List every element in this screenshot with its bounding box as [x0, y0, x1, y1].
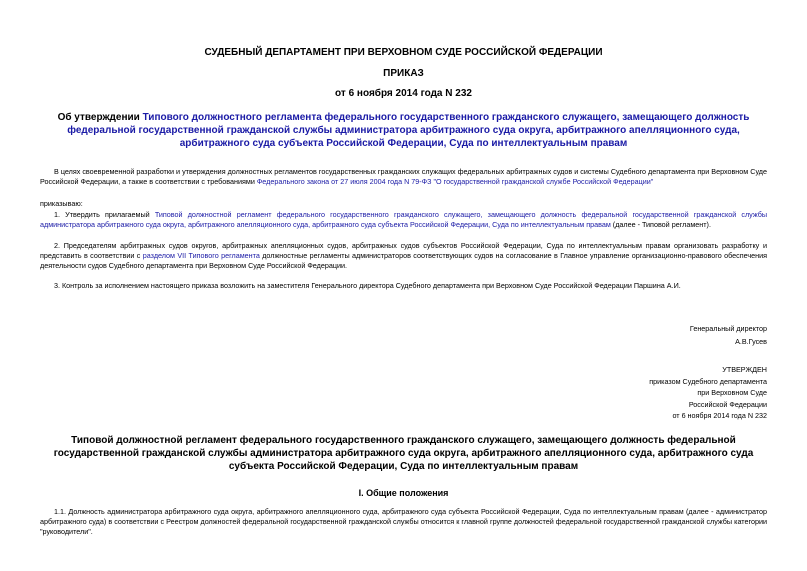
item-2-text: 2. Председателям арбитражных судов округов, арбитражных апелляционных судов, арбитражных судов субъектов Российской Федерации, Суда по интеллектуальным правам организовать разработку и представить в соответствии с	[40, 241, 767, 260]
signature-block	[467, 322, 767, 348]
doc-type: ПРИКАЗ	[383, 68, 424, 79]
section-1-paragraph-1: 1.1. Должность администратора арбитражного суда округа, арбитражного апелляционного суда, арбитражного суда субъекта Российской Федерации, Суда по интеллектуальным правам (далее - администратор арбитражного суда) в соответствии с Реестром должностей федеральной государственной гражданской службы относится к главной группе должностей федеральной государственной гражданской службы категории "руководители".	[40, 507, 767, 536]
item-3: 3. Контроль за исполнением настоящего приказа возложить на заместителя Генерального директора Судебного департамента при Верховном Суде Российской Федерации Паршина А.И.	[54, 281, 681, 290]
preamble-paragraph	[40, 167, 767, 187]
order-word: приказываю:	[40, 199, 83, 208]
signature-name: А.В.Гусев	[735, 337, 767, 346]
approval-line-4: Российской Федерации	[688, 399, 767, 409]
approval-line-3: при Верховном Суде	[697, 388, 767, 398]
item-1-text: 1. Утвердить прилагаемый	[54, 210, 155, 219]
order-title-prefix: Об утверждении	[57, 112, 143, 123]
preamble-text: В целях своевременной разработки и утверждения должностных регламентов государственных гражданских служащих федеральных арбитражных судов и системы Судебного департамента при Верховном Суде Российской Федерации, а также в соответствии с требованиями	[40, 167, 767, 186]
federal-law-link[interactable]: Федерального закона от 27 июля 2004 года N 79-ФЗ "О государственной гражданской службе Российской Федерации"	[256, 177, 654, 186]
approval-block	[467, 364, 767, 422]
approval-line-5: от 6 ноября 2014 года N 232	[672, 411, 767, 421]
typical-regulation-link[interactable]: Типовой должностной регламент федерального государственного гражданского служащего, замещающего должность федеральной государственной гражданской службы администратора арбитражного суда округа, арбитражного апелляционного суда, арбитражного суда субъекта Российской Федерации, Суда по интеллектуальным правам	[40, 210, 767, 229]
signature-position: Генеральный директор	[689, 324, 767, 333]
item-1	[40, 210, 767, 230]
approval-line-1: УТВЕРЖДЕН	[722, 365, 767, 374]
regulation-title: Типовой должностной регламент федерального государственного гражданского служащего, замещающего должность федеральной государственной гражданской службы администратора арбитражного суда округа, арбитражного апелляционного суда, арбитражного суда субъекта Российской Федерации, Суда по интеллектуальным правам	[53, 435, 754, 472]
section-1-heading: I. Общие положения	[358, 488, 449, 498]
org-header: СУДЕБНЫЙ ДЕПАРТАМЕНТ ПРИ ВЕРХОВНОМ СУДЕ РОССИЙСКОЙ ФЕДЕРАЦИИ	[204, 47, 603, 58]
approval-line-2: приказом Судебного департамента	[649, 376, 767, 386]
item-2	[40, 241, 767, 271]
item-1-tail: (далее - Типовой регламент).	[610, 220, 711, 229]
order-title	[40, 111, 767, 150]
item-2-tail: должностные регламенты администраторов соответствующих судов на согласование в Главное управление организационно-правового обеспечения деятельности судов Судебного департамента при Верховном Суде Российской Федерации.	[40, 251, 768, 270]
order-title-link[interactable]: Типового должностного регламента федерального государственного гражданского служащего, замещающего должность федеральной государственной гражданской службы администратора арбитражного суда округа, арбитражного апелляционного суда, арбитражного суда субъекта Российской Федерации, Суда по интеллектуальным правам	[67, 112, 750, 149]
doc-date: от 6 ноября 2014 года N 232	[335, 88, 472, 99]
section-vii-link[interactable]: разделом VII Типового регламента	[142, 251, 260, 260]
